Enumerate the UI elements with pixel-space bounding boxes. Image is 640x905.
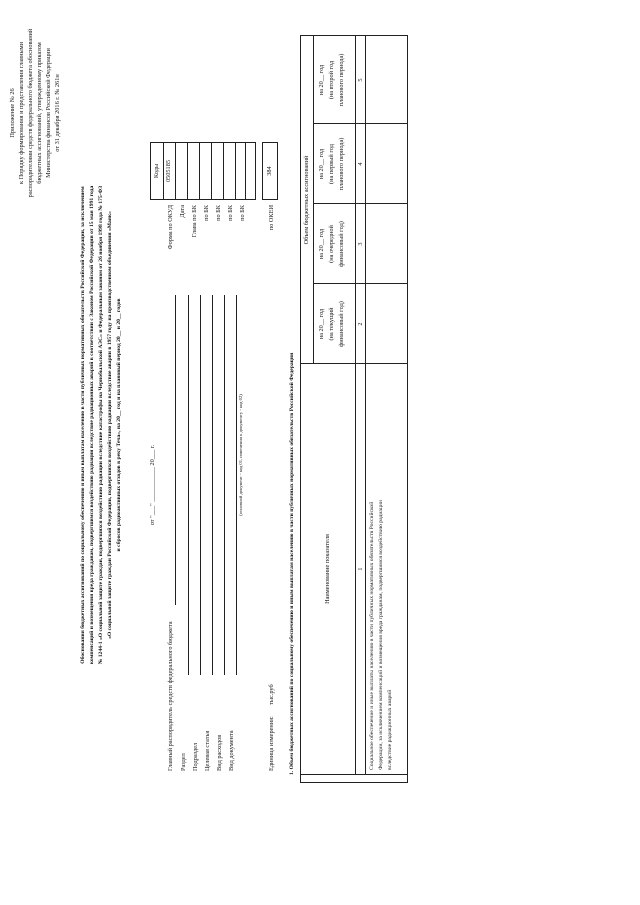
col-number: 3 — [357, 242, 364, 246]
row-label-line: Социальное обеспечение и иные выплаты населению в части публичных нормативных обязательств Российской — [369, 501, 375, 770]
heading-line: «О социальной защите граждан Российской Федерации, подвергшихся воздействию радиации вследствие аварии в 1957 году на производственном объединении «Маяк» — [107, 211, 113, 639]
code-label-okei: по ОКЕИ — [268, 205, 275, 231]
okei-value: 384 — [266, 166, 273, 176]
heading-line: № 1244-1 «О социальной защите граждан, подвергшихся воздействию радиации вследствие катастрофы на Чернобыльской АЭС» и Федеральным законом от 26 ноября 1998 года № 175-ФЗ — [98, 185, 104, 665]
field-underline — [212, 295, 213, 675]
code-okud-value: 0505185 — [165, 159, 172, 183]
row-label-line: вследствие радиационных аварий — [387, 689, 393, 770]
appendix-line: от 31 декабря 2016 г. № 261н — [54, 74, 61, 152]
table-outer-line — [300, 782, 408, 783]
field-expense-type: Вид расходов — [216, 734, 223, 771]
group-header: Объем бюджетных ассигнований — [303, 155, 310, 245]
field-underline — [236, 295, 237, 675]
appendix-line: к Порядку формирования и представления главными — [18, 41, 25, 185]
code-label-date: Дата — [179, 205, 186, 218]
table-outer-line — [300, 775, 301, 783]
field-document-type: Вид документа — [228, 730, 235, 771]
row-label-line: Федерации, за исключением компенсаций и возмещения вреда гражданам, подвергшимся воздействию радиации — [378, 500, 384, 770]
codes-header: Коды — [153, 163, 160, 179]
field-underline — [175, 295, 176, 605]
code-label-bk: по БК — [227, 205, 234, 221]
code-label-okud: Форма по ОКУД — [167, 205, 174, 250]
col-number: 4 — [357, 162, 364, 166]
name-column-header: Наименование показателя — [324, 534, 331, 604]
section-title: 1. Объем бюджетных ассигнований по социальному обеспечению и иным выплатам населению в части публичных нормативных обязательств Российской Федерации — [289, 352, 295, 775]
document-type-hint: (основной документ - код 01, изменения к документу - код 02) — [238, 394, 243, 516]
unit-value: тыс.руб — [268, 684, 275, 705]
code-label-bk: по БК — [215, 205, 222, 221]
field-section: Раздел — [180, 753, 187, 771]
date-line: от "___" ___________ 20___ г. — [149, 444, 156, 526]
field-subsection: Подраздел — [192, 742, 199, 771]
code-label-bk: по БК — [203, 205, 210, 221]
field-underline — [224, 295, 225, 675]
field-underline — [200, 295, 201, 675]
col-number: 5 — [357, 78, 364, 82]
field-chief-manager: Главный распорядитель средств федерального бюджета — [167, 621, 174, 771]
heading-line: и сбросов радиоактивных отходов в реку Теча», на 20__ год и на плановый период 20__ и 20__ годов — [116, 298, 122, 552]
table-outer-line — [407, 775, 408, 783]
field-target-item: Целевая статья — [204, 730, 211, 771]
code-label-bk: по БК — [239, 205, 246, 221]
appendix-line: Министерства финансов Российской Федерации — [45, 48, 52, 178]
codes-table — [150, 142, 256, 200]
okei-box — [262, 142, 278, 200]
heading-line: компенсаций и возмещения вреда гражданам, подвергшимся воздействию радиации вследствие радиационных аварий в соответствии с Законом Российской Федерации от 15 мая 1991 года — [89, 185, 95, 665]
col-number: 1 — [357, 567, 364, 571]
heading-line: Обоснования бюджетных ассигнований по социальному обеспечению и иным выплатам населению в части публичных нормативных обязательств Российской Федерации, за исключением — [80, 186, 86, 664]
code-label-chapter: Глава по БК — [191, 205, 198, 238]
data-table: Наименование показателя Объем бюджетных ассигнований на 20__ год (на текущий финансовый год) на 20__ год (на очередной финансовый год) на 20__ год (на первый год планового периода) на 20__ год (на второй год планового периода) 1 2 3 4 5 Социальное обеспечение и иные выплаты населению в части публичных нормативных обязательств Российской Федерации, за исключением компенсаций и возмещения вреда гражданам, подвергшимся воздействию радиации вследствие радиационных аварий — [300, 35, 408, 775]
appendix-line: бюджетных ассигнований, утвержденному приказом — [36, 42, 43, 184]
appendix-title: Приложение № 26 — [9, 88, 16, 138]
field-underline — [188, 295, 189, 675]
col-number: 2 — [357, 322, 364, 326]
appendix-line: распорядителями средств федерального бюджета обоснований — [27, 28, 34, 198]
unit-label: Единица измерения: — [268, 716, 275, 771]
